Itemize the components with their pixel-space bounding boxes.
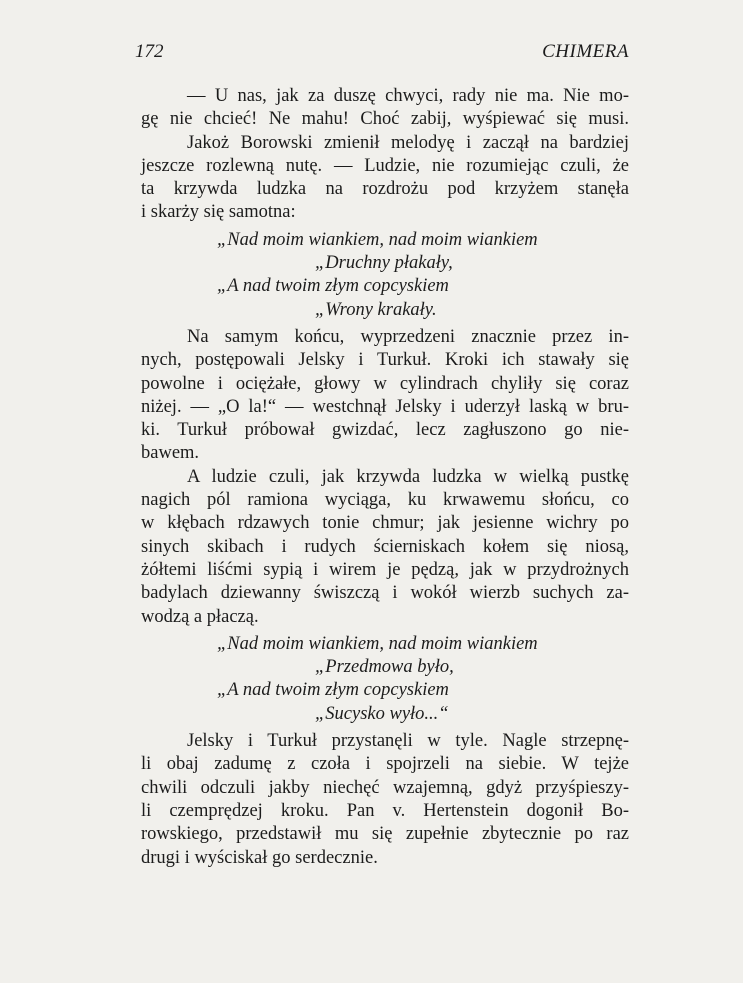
verse-line: „A nad twoim złym copcyskiem bbox=[217, 680, 449, 701]
text-line: badylach dziewanny świszczą i wokół wierzb suchych za- bbox=[141, 583, 629, 604]
text-line: Na samym końcu, wyprzedzeni znacznie przez in- bbox=[187, 326, 629, 347]
verse-stanza bbox=[141, 225, 629, 326]
text-line: i skarży się samotna: bbox=[141, 202, 296, 223]
running-title: CHIMERA bbox=[542, 41, 629, 62]
text-line: drugi i wyściskał go serdecznie. bbox=[141, 847, 378, 868]
text-line: niżej. — „O la!“ — westchnął Jelsky i uderzył laską w bru- bbox=[141, 396, 629, 417]
verse-line: „Nad moim wiankiem, nad moim wiankiem bbox=[217, 229, 538, 250]
paragraph bbox=[141, 85, 629, 225]
verse-line: „Nad moim wiankiem, nad moim wiankiem bbox=[217, 633, 538, 654]
body-text bbox=[141, 85, 629, 870]
page-number: 172 bbox=[135, 41, 164, 62]
verse-stanza bbox=[141, 629, 629, 730]
text-line: gę nie chcieć! Ne mahu! Choć zabij, wyśpiewać się musi. bbox=[141, 109, 629, 130]
paragraph bbox=[141, 326, 629, 466]
text-line: li obaj zadumę z czoła i spojrzeli na siebie. W tejże bbox=[141, 754, 629, 775]
text-line: nagich pól ramiona wyciąga, ku krwawemu słońcu, co bbox=[141, 490, 629, 511]
text-line: ki. Turkuł próbował gwizdać, lecz zagłuszono go nie- bbox=[141, 420, 629, 441]
verse-line: „A nad twoim złym copcyskiem bbox=[217, 276, 449, 297]
verse-line: „Druchny płakały, bbox=[315, 253, 453, 274]
text-line: jeszcze rozlewną nutę. — Ludzie, nie rozumiejąc czuli, że bbox=[141, 155, 629, 176]
text-line: rowskiego, przedstawił mu się zupełnie zbytecznie po raz bbox=[141, 824, 629, 845]
paragraph bbox=[141, 730, 629, 870]
text-line: ta krzywda ludzka na rozdrożu pod krzyżem stanęła bbox=[141, 179, 629, 200]
text-line: bawem. bbox=[141, 443, 200, 464]
text-line: li czemprędzej kroku. Pan v. Hertenstein dogonił Bo- bbox=[141, 800, 629, 821]
verse-line: „Wrony krakały. bbox=[315, 299, 437, 320]
text-line: — U nas, jak za duszę chwyci, rady nie ma. Nie mo- bbox=[187, 86, 629, 106]
text-line: Jelsky i Turkuł przystanęli w tyle. Nagle strzepnę- bbox=[187, 731, 629, 752]
text-line: nych, postępowali Jelsky i Turkuł. Kroki ich stawały się bbox=[141, 350, 629, 371]
verse-line: „Sucysko wyło...“ bbox=[315, 703, 449, 724]
text-line: powolne i ociężałe, głowy w cylindrach chyliły się coraz bbox=[141, 373, 629, 394]
text-line: Jakoż Borowski zmienił melodyę i zaczął na bardziej bbox=[187, 132, 629, 153]
text-line: chwili odczuli jakby niechęć wzajemną, gdyż przyśpieszy- bbox=[141, 777, 629, 798]
verse-line: „Przedmowa było, bbox=[315, 657, 454, 678]
text-line: sinych skibach i rudych ścierniskach kołem się niosą, bbox=[141, 536, 629, 557]
text-line: w kłębach rdzawych tonie chmur; jak jesienne wichry po bbox=[141, 513, 629, 534]
text-line: A ludzie czuli, jak krzywda ludzka w wielką pustkę bbox=[187, 466, 629, 487]
paragraph bbox=[141, 466, 629, 629]
text-line: żółtemi liśćmi sypią i wirem je pędzą, jak w przydrożnych bbox=[141, 559, 629, 580]
text-line: wodzą a płaczą. bbox=[141, 606, 259, 627]
